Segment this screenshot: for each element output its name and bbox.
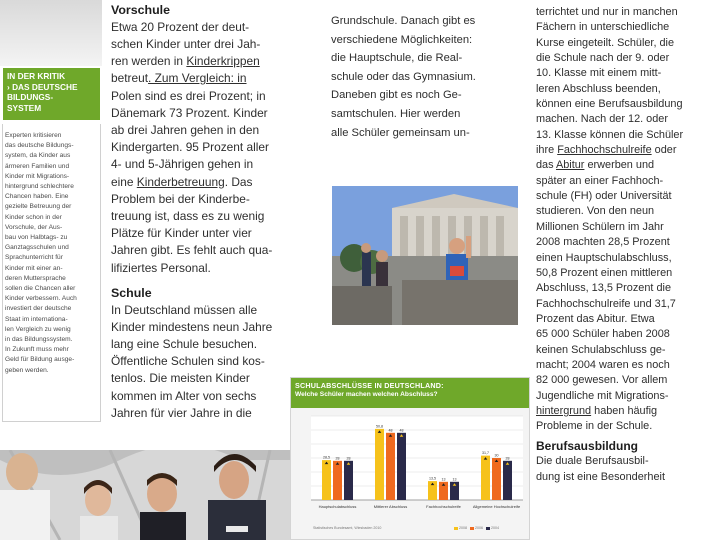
text-line: [536, 189, 714, 204]
chart-category-label: Hauptschulabschluss: [318, 504, 357, 509]
text-line: [536, 20, 714, 35]
legend-label: 2006: [475, 526, 483, 530]
glossary-link[interactable]: . Zum Vergleich: in: [148, 71, 247, 86]
text-line: [111, 260, 316, 277]
text-segment: schule (FH) oder Universität: [536, 190, 672, 203]
text-line: [111, 174, 316, 191]
photo-students-square: [332, 186, 518, 325]
chart-value-label: 13,5: [429, 476, 436, 481]
text-line: [536, 112, 714, 127]
text-line: Grundschule. Danach gibt es: [331, 15, 476, 27]
text-segment: schen Kinder unter drei Jah-: [111, 37, 261, 51]
text-line: [536, 343, 714, 358]
chart-bar: [503, 461, 512, 500]
text-line: In Zukunft muss mehr: [5, 346, 69, 354]
text-line: [536, 358, 714, 373]
text-line: sollen die Chancen aller: [5, 285, 76, 293]
text-segment: die Schule nach der 9. oder: [536, 52, 670, 65]
heading-schule: Schule: [111, 285, 152, 300]
chart-value-label: 13: [452, 477, 457, 482]
text-line: Geld für Bildung ausge-: [5, 356, 75, 364]
text-segment: Polen sind es drei Prozent; in: [111, 88, 266, 103]
text-line: Kinder schon in der: [5, 213, 62, 221]
text-segment: betreut: [111, 71, 149, 86]
text-segment: Problem bei der Kinderbe-: [111, 191, 250, 206]
column2-paragraph: [331, 12, 523, 142]
text-line: [536, 66, 714, 81]
text-segment: erwerben und: [584, 159, 655, 172]
glossary-link[interactable]: Abitur: [555, 159, 585, 172]
text-line: len Vergleich zu wenig: [5, 325, 71, 333]
text-segment: . Das: [224, 174, 253, 189]
text-segment: ren werden in: [111, 54, 187, 69]
text-line: [536, 373, 714, 388]
text-line: gezielte Betreuung der: [5, 203, 72, 211]
text-segment: ab drei Jahren gehen in den: [111, 123, 260, 138]
glossary-link[interactable]: Fachhochschulreife: [557, 144, 652, 157]
text-line: [111, 53, 316, 70]
legend-swatch: [454, 527, 458, 530]
text-segment: ihre: [536, 144, 558, 157]
chart-category-label: Fachhochschulreife: [426, 504, 461, 509]
chart-legend: [451, 526, 499, 530]
text-line: [536, 297, 714, 312]
chart-category-label: Mittlerer Abschluss: [373, 504, 408, 509]
text-segment: 82 000 gewesen. Vor allem: [536, 374, 668, 387]
kritik-line: BILDUNGS-: [7, 92, 54, 102]
chart-value-label: 31,7: [482, 451, 489, 456]
photo-students-group: [0, 450, 296, 540]
glossary-link[interactable]: hintergrund: [536, 404, 592, 417]
text-segment: oder: [651, 144, 677, 157]
text-line: [536, 174, 714, 189]
text-line: [111, 191, 316, 208]
chart-value-label: 50,8: [376, 424, 383, 429]
text-line: [536, 36, 714, 51]
text-line: [536, 281, 714, 296]
text-line: [536, 312, 714, 327]
text-segment: Fachhochschulreife und 31,7: [536, 297, 676, 310]
text-line: Ganztagsschulen und: [5, 244, 69, 252]
vorschule-paragraph: [111, 19, 316, 277]
text-line: Sprachunterricht für: [5, 254, 63, 262]
text-segment: das: [536, 159, 556, 172]
text-segment: leren Abschluss beenden,: [536, 82, 661, 95]
chart-source: Statistisches Bundesamt, Wiesbaden 2010: [313, 526, 382, 530]
text-segment: 65 000 Schüler haben 2008: [536, 328, 670, 341]
text-line: [111, 105, 316, 122]
text-line: system, da Kinder aus: [5, 152, 71, 160]
text-segment: Jugendliche mit Migrations-: [536, 389, 669, 402]
chart-bar: [481, 456, 490, 500]
chart-bar: [322, 460, 331, 500]
text-line: Vorschule, der Aus-: [5, 223, 63, 231]
text-segment: studieren. Von den neun: [536, 205, 655, 218]
schulabschluesse-chart: [290, 377, 530, 540]
chart-bar: [386, 433, 395, 500]
text-segment: 10. Klasse mit einem mitt-: [536, 67, 662, 80]
text-segment: eine: [111, 174, 137, 189]
text-line: [536, 327, 714, 342]
text-segment: Millionen Schülern im Jahr: [536, 220, 664, 233]
text-segment: 4- und 5-Jährigen gehen in: [111, 157, 254, 172]
text-segment: machen. Nach der 12. oder: [536, 113, 668, 126]
text-line: schule oder das Gymnasium.: [331, 70, 476, 83]
column3-paragraph: [536, 5, 714, 435]
text-line: Öffentliche Schulen sind kos-: [111, 354, 265, 369]
text-segment: Kindergarten. 95 Prozent aller: [111, 140, 269, 155]
text-segment: 13. Klasse können die Schüler: [536, 128, 684, 141]
text-line: bau von Halbtags- zu: [5, 234, 68, 242]
text-line: [111, 122, 316, 139]
chart-bar: [344, 461, 353, 500]
article-column-1: [111, 2, 316, 422]
text-segment: terrichtet und nur in manchen: [536, 6, 678, 18]
text-line: Kinder mindestens neun Jahre: [111, 319, 273, 334]
text-line: [111, 208, 316, 225]
text-line: alle Schüler gemeinsam un-: [331, 126, 470, 139]
text-line: die Hauptschule, die Real-: [331, 52, 463, 65]
text-line: Daneben gibt es noch Ge-: [331, 89, 462, 102]
text-line: investiert der deutsche: [5, 305, 72, 313]
text-line: dung ist eine Besonderheit: [536, 470, 665, 483]
text-line: [111, 88, 316, 105]
sidebar-top-image: [0, 0, 102, 66]
text-segment: Dänemark 73 Prozent. Kinder: [111, 105, 268, 120]
chart-value-label: 48: [388, 428, 393, 433]
text-segment: Abschluss, 13,5 Prozent die: [536, 282, 672, 295]
text-line: tenlos. Die meisten Kinder: [111, 371, 250, 386]
text-line: [536, 389, 714, 404]
text-line: Die duale Berufsausbil-: [536, 455, 649, 468]
text-line: [111, 139, 316, 156]
text-line: [536, 5, 714, 20]
text-segment: keinen Schulabschluss ge-: [536, 343, 666, 356]
chart-value-label: 28: [335, 456, 340, 461]
berufsausbildung-paragraph: [536, 454, 714, 485]
chart-value-label: 28: [346, 456, 351, 461]
article-column-3: [536, 5, 714, 485]
chart-bar: [492, 458, 501, 500]
text-segment: lifiziertes Personal.: [111, 260, 211, 275]
text-segment: einen Hauptschulabschluss,: [536, 251, 672, 264]
chart-title: SCHULABSCHLÜSSE IN DEUTSCHLAND:: [295, 381, 444, 390]
text-segment: Probleme in der Schule.: [536, 420, 653, 433]
chart-plot: [291, 408, 529, 526]
glossary-link[interactable]: Kinderbetreuung: [136, 174, 225, 189]
text-line: [536, 251, 714, 266]
text-line: verschiedene Möglichkeiten:: [331, 33, 473, 46]
sidebar-box: [0, 0, 102, 430]
text-line: Kinder verbessern. Auch: [5, 295, 77, 303]
heading-berufsausbildung: Berufsausbildung: [536, 438, 639, 453]
text-line: [536, 220, 714, 235]
text-line: Staat im internationa-: [5, 315, 68, 323]
article-column-2: [331, 12, 523, 142]
chart-bar: [375, 429, 384, 500]
text-line: In Deutschland müssen alle: [111, 302, 258, 317]
text-line: [111, 70, 316, 87]
chart-value-label: 30: [494, 453, 499, 458]
text-segment: Plätze für Kinder unter vier: [111, 226, 252, 241]
text-segment: können eine Berufsausbildung: [536, 98, 683, 111]
text-segment: 2008 machten 28,5 Prozent: [536, 236, 670, 249]
group-photo-illustration: [0, 450, 296, 540]
text-segment: Jahren gibt. Es fehlt auch qua-: [111, 243, 273, 258]
text-line: Kinder mit Migrations-: [5, 172, 70, 180]
text-line: ärmeren Familien und: [5, 162, 70, 170]
text-line: Jahren für vier Jahre in die: [111, 405, 252, 420]
text-line: [536, 51, 714, 66]
text-line: [111, 36, 316, 53]
kritik-line: SYSTEM: [7, 102, 42, 113]
glossary-link[interactable]: Kinderkrippen: [186, 54, 260, 69]
chart-value-label: 13: [441, 477, 446, 482]
text-line: [536, 419, 714, 434]
chart-value-label: 28,5: [323, 455, 330, 460]
legend-label: 2008: [459, 526, 467, 530]
kritik-line: › DAS DEUTSCHE: [7, 81, 78, 92]
text-line: [536, 266, 714, 281]
text-segment: Fächern in unterschiedliche: [536, 21, 670, 34]
text-line: hintergrund schlechtere: [5, 183, 74, 191]
kritik-line: IN DER KRITIK: [7, 71, 66, 81]
text-line: [536, 97, 714, 112]
text-segment: Kurse eingeteilt. Schüler, die: [536, 36, 675, 49]
text-line: deren Muttersprache: [5, 274, 66, 282]
text-segment: später an einer Fachhoch-: [536, 174, 664, 187]
photo-illustration: [332, 186, 518, 325]
text-line: [536, 128, 714, 143]
heading-vorschule: Vorschule: [111, 3, 170, 17]
legend-label: 2004: [491, 526, 499, 530]
text-line: [111, 225, 316, 242]
schule-paragraph: [111, 302, 316, 422]
sidebar-text: [5, 131, 101, 376]
text-line: [111, 19, 316, 36]
text-segment: haben häufig: [591, 404, 658, 417]
legend-swatch: [470, 527, 474, 530]
text-line: [536, 82, 714, 97]
chart-subtitle: Welche Schüler machen welchen Abschluss?: [295, 391, 438, 398]
chart-category-label: Allgemeine Hochschulreife: [472, 504, 521, 509]
text-line: [536, 204, 714, 219]
text-line: lang eine Schule besuchen.: [111, 337, 258, 352]
text-line: geben werden.: [5, 366, 49, 374]
text-line: Experten kritisieren: [5, 132, 62, 139]
text-line: [111, 156, 316, 173]
text-line: [111, 242, 316, 259]
text-segment: 50,8 Prozent einen mittleren: [536, 266, 673, 279]
text-segment: Etwa 20 Prozent der deut-: [111, 19, 250, 34]
text-line: Kinder mit einer an-: [5, 264, 63, 272]
chart-value-label: 48: [399, 428, 404, 433]
text-line: [536, 158, 714, 173]
chart-bar: [333, 461, 342, 500]
chart-value-label: 28: [505, 456, 510, 461]
kritik-heading-box: [3, 68, 100, 120]
text-line: kommen im Alter von sechs: [111, 388, 257, 403]
text-line: [536, 404, 714, 419]
chart-bar: [397, 433, 406, 500]
text-segment: Prozent das Abitur. Etwa: [536, 312, 655, 325]
text-line: samtschulen. Hier werden: [331, 107, 461, 120]
text-line: Chancen haben. Eine: [5, 193, 69, 201]
legend-swatch: [486, 527, 490, 530]
text-segment: treuung ist, dass es zu wenig: [111, 209, 265, 224]
text-line: das deutsche Bildungs-: [5, 142, 74, 150]
text-line: [536, 235, 714, 250]
text-line: in das Bildungssystem.: [5, 336, 73, 344]
text-line: [536, 143, 714, 158]
text-segment: macht; 2004 waren es noch: [536, 358, 670, 371]
